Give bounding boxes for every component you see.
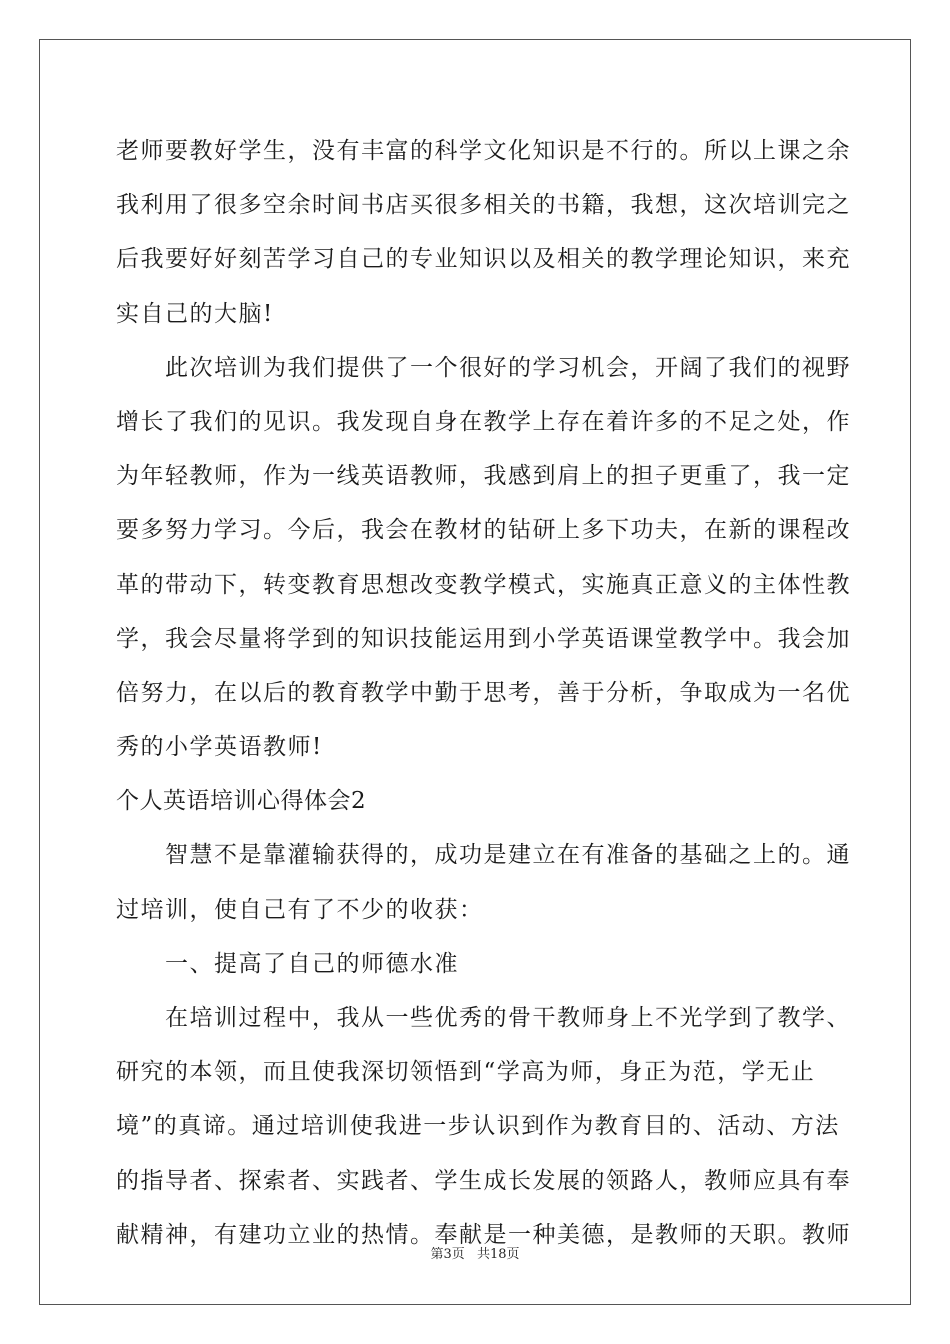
text-line: 革的带动下，转变教育思想改变教学模式，实施真正意义的主体性教 (116, 571, 851, 598)
text-line: 为年轻教师，作为一线英语教师，我感到肩上的担子更重了，我一定 (116, 463, 851, 490)
text-line: 学，我会尽量将学到的知识技能运用到小学英语课堂教学中。我会加 (116, 625, 851, 652)
document-body (116, 124, 851, 1262)
text-line: 在培训过程中，我从一些优秀的骨干教师身上不光学到了教学、 (116, 1005, 851, 1031)
text-line: 增长了我们的见识。我发现自身在教学上存在着许多的不足之处，作 (116, 408, 851, 435)
page-total: 共18页 (476, 1247, 520, 1262)
text-line: 献精神，有建功立业的热情。奉献是一种美德，是教师的天职。教师 (116, 1221, 851, 1248)
text-line: 研究的本领，而且使我深切领悟到“学高为师，身正为范，学无止 (116, 1059, 816, 1086)
text-line: 我利用了很多空余时间书店买很多相关的书籍，我想，这次培训完之 (116, 192, 851, 219)
page-footer (0, 1243, 950, 1262)
text-line: 的指导者、探索者、实践者、学生成长发展的领路人，教师应具有奉 (116, 1167, 851, 1194)
section-title: 个人英语培训心得体会2 (116, 788, 367, 815)
text-line: 要多努力学习。今后，我会在教材的钻研上多下功夫，在新的课程改 (116, 517, 851, 544)
text-line: 实自己的大脑! (116, 300, 274, 327)
text-line: 智慧不是靠灌输获得的，成功是建立在有准备的基础之上的。通 (116, 842, 851, 869)
page-number: 第3页 (430, 1247, 465, 1262)
text-line: 此次培训为我们提供了一个很好的学习机会，开阔了我们的视野 (116, 354, 851, 381)
subheading: 一、提高了自己的师德水准 (116, 950, 459, 977)
text-line: 后我要好好刻苦学习自己的专业知识以及相关的教学理论知识，来充 (116, 246, 851, 273)
text-line: 倍努力，在以后的教育教学中勤于思考，善于分析，争取成为一名优 (116, 679, 851, 706)
text-line: 过培训，使自己有了不少的收获： (116, 896, 484, 923)
text-line: 秀的小学英语教师! (116, 734, 323, 761)
text-line: 老师要教好学生，没有丰富的科学文化知识是不行的。所以上课之余 (116, 138, 851, 164)
text-line: 境”的真谛。通过培训使我进一步认识到作为教育目的、活动、方法 (116, 1113, 840, 1140)
